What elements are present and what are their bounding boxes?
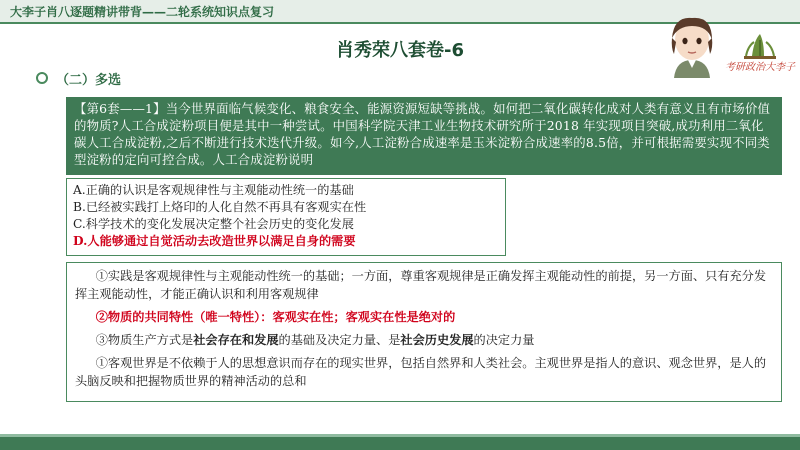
section-bullet-icon: [36, 72, 48, 84]
analysis-point-2: ②物质的共同特性（唯一特性）：客观实在性；客观实在性是绝对的: [95, 310, 456, 324]
question-box: [66, 97, 782, 175]
banner-text: 大李子肖八逐题精讲带背——二轮系统知识点复习: [10, 5, 275, 19]
option-d-correct: D.人能够通过自觉活动去改造世界以满足自身的需要: [73, 234, 356, 248]
brand-logo: [724, 30, 796, 78]
analysis-point-3-part-c: 的基础及决定力量、是: [278, 333, 401, 347]
analysis-point-3-bold-a: 社会存在和发展: [193, 333, 279, 347]
logo-text: 考研政治大李子: [725, 62, 795, 73]
option-a: A.正确的认识是客观规律性与主观能动性统一的基础: [73, 183, 354, 197]
avatar: [662, 14, 722, 78]
analysis-point-4: ①客观世界是不依赖于人的思想意识而存在的现实世界，包括自然界和人类社会。主观世界是指人的意识、观念世界，是人的头脑反映和把握物质世界的精神活动的总和: [75, 356, 767, 388]
analysis-point-3-part-e: 的决定力量: [473, 333, 535, 347]
analysis-point-1: ①实践是客观规律性与主观能动性统一的基础；一方面，尊重客观规律是正确发挥主观能动性的前提，另一方面、只有充分发挥主观能动性，才能正确认识和利用客观规律: [75, 269, 767, 301]
analysis-point-3-part-a: ③物质生产方式是: [95, 333, 194, 347]
options-box: [66, 178, 506, 256]
leaf-logo-icon: [724, 30, 796, 60]
section-label: （二）多选: [56, 73, 122, 88]
option-c: C.科学技术的变化发展决定整个社会历史的变化发展: [73, 217, 354, 231]
analysis-box: [66, 262, 782, 402]
page-title: 肖秀荣八套卷-6: [336, 40, 464, 61]
avatar-illustration-icon: [662, 14, 722, 78]
footer-bar: [0, 437, 800, 450]
analysis-point-3-bold-b: 社会历史发展: [400, 333, 474, 347]
question-text: 【第6套——1】当今世界面临气候变化、粮食安全、能源资源短缺等挑战。如何把二氧化碳转化成对人类有意义且有市场价值的物质?人工合成淀粉项目便是其中一种尝试。中国科学院天津工业生物技术研究所于2018 年实现项目突破,成功利用二氧化碳人工合成淀粉,之后不断进行技术迭代升级。如今,人工淀粉合成速率是玉米淀粉合成速率的8.5倍，并可根据需要实现不同类型淀粉的定向可控合成。人工合成淀粉说明: [74, 101, 771, 167]
option-b: B.已经被实践打上烙印的人化自然不再具有客观实在性: [73, 200, 367, 214]
analysis-point-3: [75, 331, 773, 349]
